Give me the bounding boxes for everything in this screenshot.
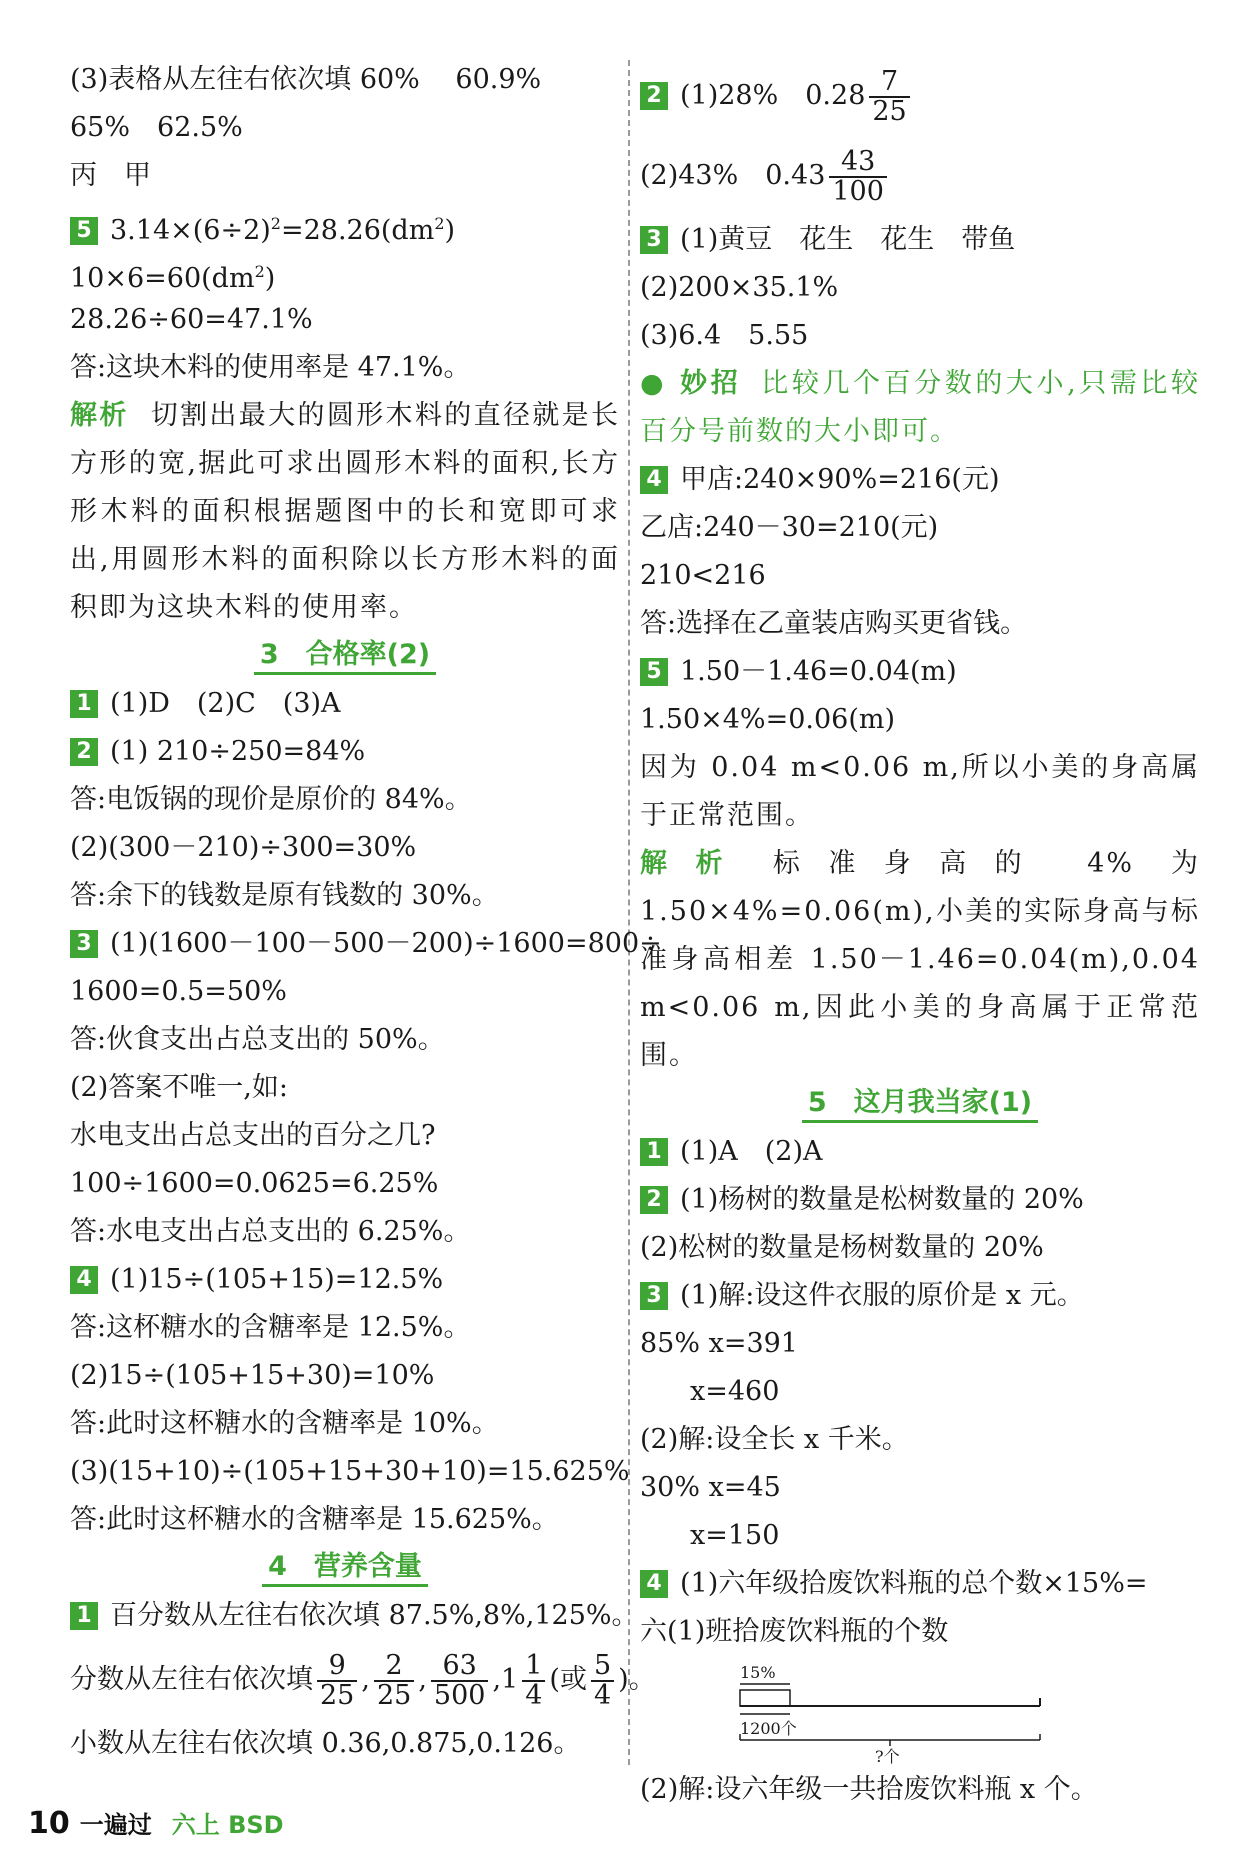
s3-q2-line: (2)(300－210)÷300=30% <box>70 832 417 863</box>
q3-line: 3 (1)黄豆 花生 花生 带鱼 <box>640 216 1200 264</box>
diagram-pct-label: 15% <box>740 1663 776 1682</box>
right-column <box>640 56 1200 1814</box>
page-footer <box>28 1804 284 1844</box>
q4-line: 4 甲店:240×90%=216(元) <box>640 456 1200 504</box>
s3-q2-line: 答:余下的钱数是原有钱数的 30%。 <box>70 880 499 911</box>
question-badge: 3 <box>640 226 668 254</box>
q5-line-3: 28.26÷60=47.1% <box>70 304 313 335</box>
s3-q3-line: 1600=0.5=50% <box>70 976 287 1007</box>
analysis-tag: 解析 <box>640 848 751 879</box>
analysis-text: 切割出最大的圆形木料的直径就是长方形的宽,据此可求出圆形木料的面积,长方形木料的面积根据题图中的长和宽即可求出,用圆形木料的面积除以长方形木料的面积即为这块木料的使用率。 <box>70 400 621 623</box>
s3-q3-line: 100÷1600=0.0625=6.25% <box>70 1168 439 1199</box>
s4-q1-line: 小数从左往右依次填 0.36,0.875,0.126。 <box>70 1728 581 1759</box>
question-badge: 1 <box>70 690 98 718</box>
q4-line: 答:选择在乙童装店购买更省钱。 <box>640 608 1028 639</box>
tip-text: 比较几个百分数的大小,只需比较百分号前数的大小即可。 <box>640 368 1200 447</box>
s5-q2-line: 2 (1)杨树的数量是松树数量的 20% <box>640 1176 1200 1224</box>
line-segment-diagram <box>640 1656 1200 1766</box>
analysis-block <box>640 840 1200 1080</box>
s3-q1: 1 (1)D (2)C (3)A <box>70 680 620 728</box>
q3-line: (2)200×35.1% <box>640 272 839 303</box>
s5-q3-line: 30% x=45 <box>640 1472 781 1503</box>
s5-q4-line: 4 (1)六年级拾废饮料瓶的总个数×15%= <box>640 1560 1200 1608</box>
tip-block <box>640 360 1200 456</box>
s3-q3-line: 答:水电支出占总支出的 6.25%。 <box>70 1216 471 1247</box>
s3-q2-line: 2 (1) 210÷250=84% <box>70 728 620 776</box>
tip-tag: ● 妙招 <box>640 368 742 399</box>
analysis-text: 标准身高的 4% 为 1.50×4%=0.06(m),小美的实际身高与标准身高相差 1.50－1.46=0.04(m),0.04 m<0.06 m,因此小美的身高属于正常范围。 <box>640 848 1200 1071</box>
s5-q2-line: (2)松树的数量是杨树数量的 20% <box>640 1232 1044 1263</box>
question-badge: 3 <box>70 930 98 958</box>
question-badge: 3 <box>640 1282 668 1310</box>
grade-label: 六上 BSD <box>171 1811 284 1839</box>
page-number: 10 <box>28 1806 70 1841</box>
question-badge: 1 <box>70 1602 98 1630</box>
s5-q4-line: 六(1)班拾废饮料瓶的个数 <box>640 1616 949 1647</box>
s4-q1-line: 1 百分数从左往右依次填 87.5%,8%,125%。 <box>70 1592 620 1640</box>
diagram-svg <box>640 1656 1200 1766</box>
analysis-tag: 解析 <box>70 400 129 431</box>
question-badge: 2 <box>640 1186 668 1214</box>
s5-q3-line: x=150 <box>690 1520 780 1551</box>
answer-line: (3)表格从左往右依次填 60% 60.9% <box>70 64 542 95</box>
s3-q3-line: 3 (1)(1600－100－500－200)÷1600=800÷ <box>70 920 620 968</box>
s5-q3-line: 3 (1)解:设这件衣服的原价是 x 元。 <box>640 1272 1200 1320</box>
s3-q4-line: 答:此时这杯糖水的含糖率是 10%。 <box>70 1408 499 1439</box>
q5-line: 5 1.50－1.46=0.04(m) <box>640 648 1200 696</box>
bulb-icon: ● <box>640 368 668 399</box>
question-badge: 2 <box>640 82 668 110</box>
s3-q3-line: 答:伙食支出占总支出的 50%。 <box>70 1024 445 1055</box>
q5-line: 1.50×4%=0.06(m) <box>640 704 895 735</box>
s4-q1-fraction-line: 分数从左往右依次填 $\frac{9}{25}$ , $\frac{2}{25}$ , $\frac{63}{500}$ ,1 $\frac{1}{4}$ (或 $\frac{5}{4}$ )。 <box>70 1649 656 1711</box>
s3-q4-line: 4 (1)15÷(105+15)=12.5% <box>70 1256 620 1304</box>
book-name: 一遍过 <box>79 1811 152 1839</box>
fraction: $\frac{63}{500}$ <box>431 1652 489 1710</box>
question-badge: 5 <box>640 658 668 686</box>
s5-q3-line: 85% x=391 <box>640 1328 798 1359</box>
s3-q2-line: 答:电饭锅的现价是原价的 84%。 <box>70 784 472 815</box>
question-badge: 5 <box>70 217 98 245</box>
diagram-total-label: ?个 <box>875 1747 900 1766</box>
q4-line: 210<216 <box>640 560 766 591</box>
question-badge: 4 <box>70 1266 98 1294</box>
s5-q4-line: (2)解:设六年级一共拾废饮料瓶 x 个。 <box>640 1774 1098 1805</box>
fraction: $\frac{7}{25}$ <box>869 68 909 126</box>
s5-q3-line: x=460 <box>690 1376 780 1407</box>
left-column <box>70 56 662 1768</box>
fraction: $\frac{43}{100}$ <box>829 148 887 206</box>
section-title: 5 这月我当家(1) <box>640 1080 1200 1128</box>
q5-line-2: $10\times 6=60(dm^2)$ <box>70 262 276 294</box>
question-badge: 1 <box>640 1138 668 1166</box>
s3-q3-line: 水电支出占总支出的百分之几? <box>70 1120 436 1151</box>
s5-q3-line: (2)解:设全长 x 千米。 <box>640 1424 909 1455</box>
q5-answer: 答:这块木料的使用率是 47.1%。 <box>70 352 471 383</box>
fraction: $\frac{5}{4}$ <box>591 1652 614 1710</box>
s3-q4-line: 答:此时这杯糖水的含糖率是 15.625%。 <box>70 1504 559 1535</box>
question-badge: 2 <box>70 738 98 766</box>
section-title: 3 合格率(2) <box>70 632 620 680</box>
question-badge: 4 <box>640 1570 668 1598</box>
q3-line: (3)6.4 5.55 <box>640 320 809 351</box>
fraction: $\frac{9}{25}$ <box>317 1652 357 1710</box>
column-divider <box>628 60 630 1765</box>
s5-q1: 1 (1)A (2)A <box>640 1128 1200 1176</box>
analysis-block <box>70 392 620 632</box>
s3-q4-line: (3)(15+10)÷(105+15+30+10)=15.625% <box>70 1456 630 1487</box>
section-title: 4 营养含量 <box>70 1544 620 1592</box>
q4-line: 乙店:240－30=210(元) <box>640 512 939 543</box>
s3-q4-line: (2)15÷(105+15+30)=10% <box>70 1360 435 1391</box>
fraction: $\frac{2}{25}$ <box>374 1652 414 1710</box>
q5-line-1: 5 $3.14\times(6\div 2)^2=28.26(dm^2)$ <box>70 200 620 248</box>
s3-q4-line: 答:这杯糖水的含糖率是 12.5%。 <box>70 1312 471 1343</box>
q2-part1: 2 (1)28% 0.28 $\frac{7}{25}$ <box>640 56 1200 136</box>
part-box <box>740 1690 790 1706</box>
q2-part2: (2)43% 0.43 $\frac{43}{100}$ <box>640 136 1200 216</box>
s3-q3-line: (2)答案不唯一,如: <box>70 1072 288 1103</box>
fraction: $\frac{1}{4}$ <box>522 1652 545 1710</box>
question-badge: 4 <box>640 466 668 494</box>
answer-line: 丙 甲 <box>70 160 151 191</box>
q5-text: 因为 0.04 m<0.06 m,所以小美的身高属于正常范围。 <box>640 752 1200 831</box>
diagram-count-label: 1200个 <box>740 1719 797 1738</box>
answer-line: 65% 62.5% <box>70 112 243 143</box>
